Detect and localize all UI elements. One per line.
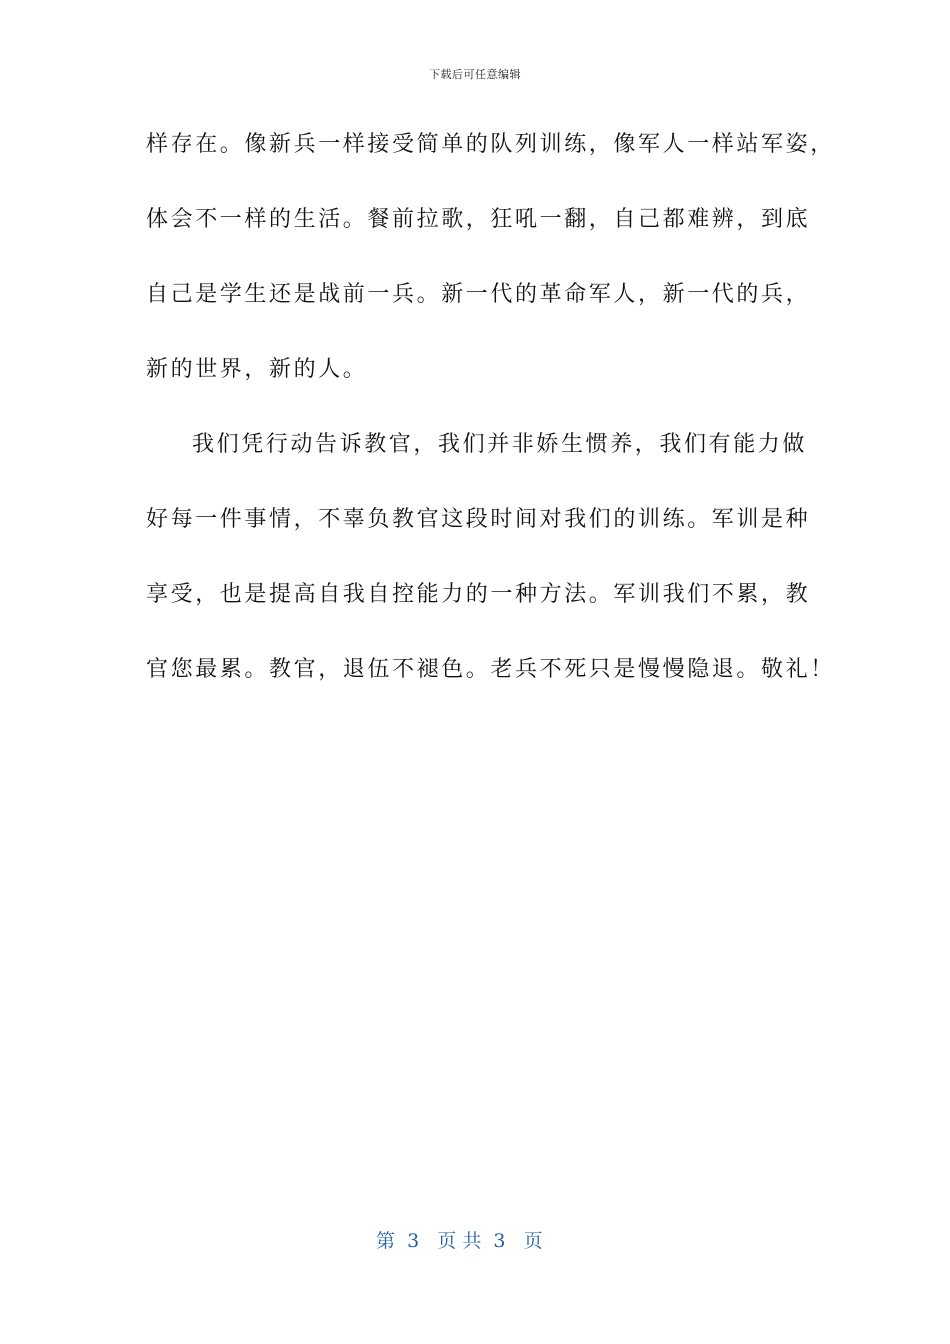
paragraph-line: 新的世界，新的人。	[146, 357, 368, 382]
paragraph-line: 我们凭行动告诉教官，我们并非娇生惯养，我们有能力做	[192, 432, 808, 457]
paragraph-line: 体会不一样的生活。餐前拉歌，狂吼一翻，自己都难辨，到底	[146, 207, 811, 232]
page-header: 下载后可任意编辑	[429, 68, 521, 81]
page-number-footer: 第 3 页 共 3 页	[376, 1230, 543, 1252]
paragraph-line: 样存在。像新兵一样接受简单的队列训练，像军人一样站军姿，	[146, 132, 835, 157]
paragraph-line: 官您最累。教官，退伍不褪色。老兵不死只是慢慢隐退。敬礼！	[146, 657, 835, 682]
document-body	[146, 125, 835, 725]
paragraph-line: 自己是学生还是战前一兵。新一代的革命军人，新一代的兵，	[146, 282, 811, 307]
paragraph-line: 享受，也是提高自我自控能力的一种方法。军训我们不累，教	[146, 582, 811, 607]
paragraph-line: 好每一件事情，不辜负教官这段时间对我们的训练。军训是种	[146, 507, 811, 532]
